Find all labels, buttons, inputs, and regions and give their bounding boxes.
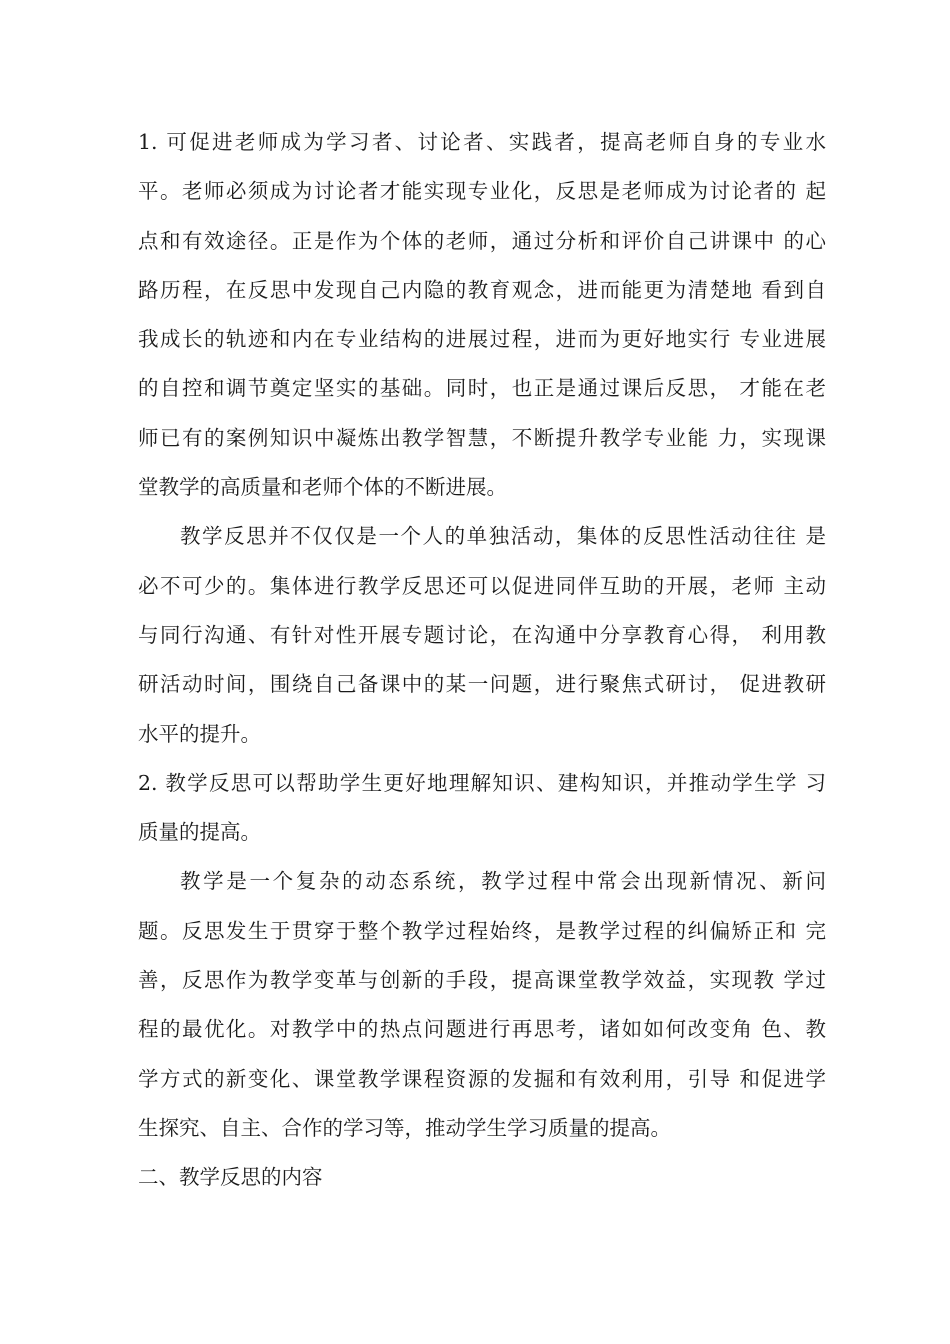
text-line: 善，反思作为教学变革与创新的手段，提高课堂教学效益，实现教 学过 [138, 968, 826, 993]
text-line: 师已有的案例知识中凝炼出教学智慧，不断提升教学专业能 力，实现课 [138, 425, 826, 450]
section-heading: 二、教学反思的内容 [138, 1165, 323, 1190]
text-line: 必不可少的。集体进行教学反思还可以促进同伴互助的开展，老师 主动 [138, 573, 826, 598]
paragraph-1 [138, 118, 826, 512]
text-line: 点和有效途径。正是作为个体的老师，通过分析和评价自己讲课中 的心 [138, 228, 826, 253]
text-line: 教学是一个复杂的动态系统，教学过程中常会出现新情况、新问 [180, 869, 826, 894]
text-line: 路历程，在反思中发现自己内隐的教育观念，进而能更为清楚地 看到自 [138, 277, 826, 302]
text-line: 平。老师必须成为讨论者才能实现专业化，反思是老师成为讨论者的 起 [138, 179, 826, 204]
text-line: 水平的提升。 [138, 721, 261, 746]
text-line: 堂教学的高质量和老师个体的不断进展。 [138, 475, 507, 500]
paragraph-2 [138, 512, 826, 758]
text-line: 我成长的轨迹和内在专业结构的进展过程，进而为更好地实行 专业进展 [138, 327, 826, 352]
text-line: 教学反思并不仅仅是一个人的单独活动，集体的反思性活动往往 是 [180, 524, 826, 549]
text-line: 程的最优化。对教学中的热点问题进行再思考，诸如如何改变角 色、教 [138, 1017, 826, 1042]
text-line: 题。反思发生于贯穿于整个教学过程始终，是教学过程的纠偏矫正和 完 [138, 918, 826, 943]
paragraph-4 [138, 857, 826, 1153]
text-line: 2. 教学反思可以帮助学生更好地理解知识、建构知识，并推动学生学 习 [138, 770, 826, 795]
text-line: 研活动时间，围绕自己备课中的某一问题，进行聚焦式研讨， 促进教研 [138, 672, 826, 697]
text-line: 学方式的新变化、课堂教学课程资源的发掘和有效利用，引导 和促进学 [138, 1066, 826, 1091]
text-line: 的自控和调节奠定坚实的基础。同时，也正是通过课后反思， 才能在老 [138, 376, 826, 401]
document-body [138, 118, 826, 1203]
paragraph-3 [138, 759, 826, 858]
text-line: 生探究、自主、合作的学习等，推动学生学习质量的提高。 [138, 1115, 671, 1140]
text-line: 1. 可促进老师成为学习者、讨论者、实践者，提高老师自身的专业水 [138, 130, 826, 154]
text-line: 质量的提高。 [138, 820, 261, 845]
text-line: 与同行沟通、有针对性开展专题讨论，在沟通中分享教育心得， 利用教 [138, 622, 826, 647]
